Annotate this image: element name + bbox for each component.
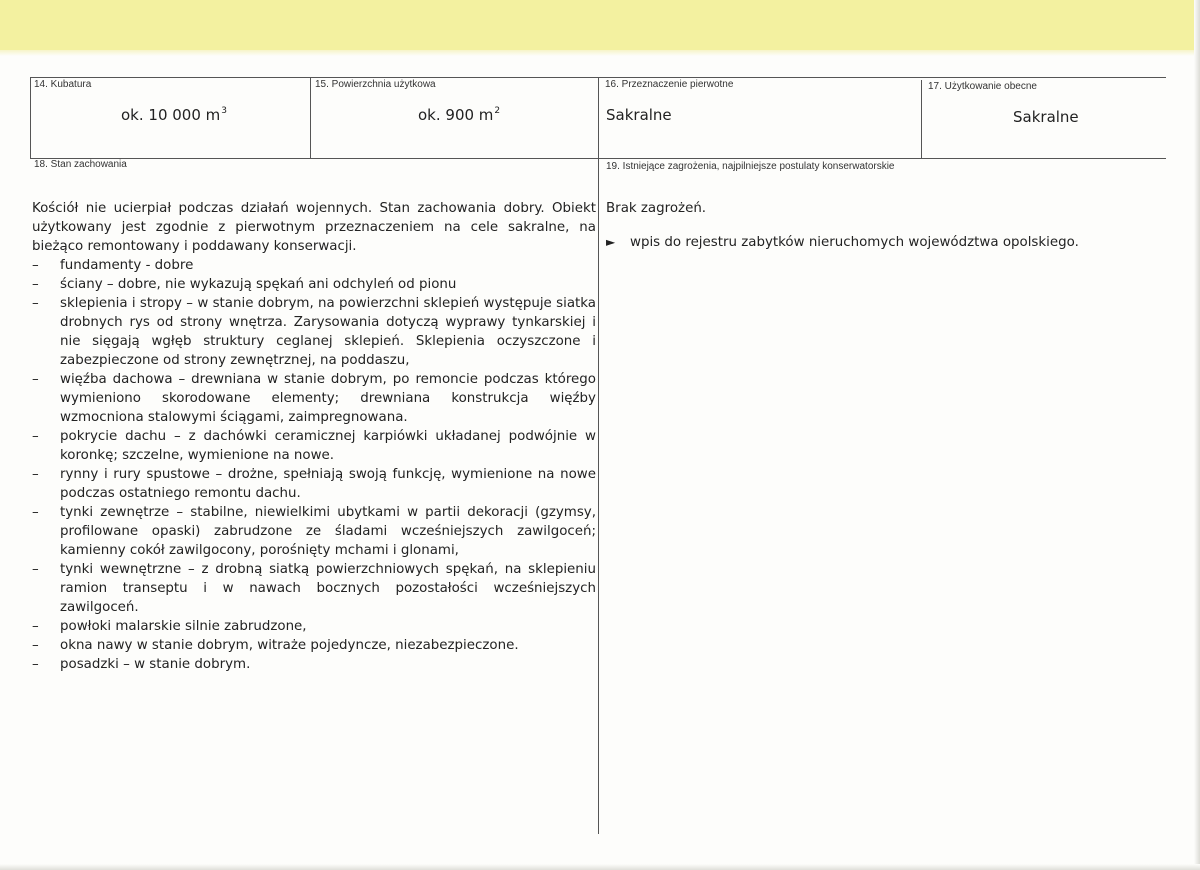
field-17-value: Sakralne [1013,108,1079,126]
list-item [32,294,596,370]
list-item [32,560,596,617]
field-14-label: 14. Kubatura [34,79,92,90]
kubatura-text: ok. 10 000 m [121,106,221,124]
dash-bullet: – [32,467,39,482]
page-edge-bottom [0,864,1200,870]
list-item-text: tynki wewnętrzne – z drobną siatką powierzchniowych spękań, na sklepieniu ramion transeptu i w nawach bocznych pozostałości wcześniejszych zawilgoceń. [60,562,596,615]
condition-list [32,256,596,674]
list-item-text: sklepienia i stropy – w stanie dobrym, na powierzchni sklepień występuje siatka drobnych rys od strony wnętrza. Zarysowania dotyczą wyprawy tynkarskiej i nie sięgają wgłęb struktury ceglanej sklepień. Sklepienia oczyszczone i zabezpieczone od strony zewnętrznej, na poddaszu, [60,296,596,368]
condition-description [32,199,596,674]
condition-intro: Kościół nie ucierpiał podczas działań wojennych. Stan zachowania dobry. Obiekt użytkowany jest zgodnie z pierwotnym przeznaczeniem na cele sakralne, na bieżąco remontowany i poddawany konserwacji. [32,201,596,254]
dash-bullet: – [32,657,39,672]
list-item [32,256,596,275]
list-item [32,655,596,674]
list-item-text: więźba dachowa – drewniana w stanie dobrym, po remoncie podczas którego wymieniono skorodowane elementy; drewniana konstrukcja więźby wzmocniona stalowymi ściągami, zaimpregnowana. [60,372,596,425]
list-item-text: posadzki – w stanie dobrym. [60,657,251,672]
dash-bullet: – [32,429,39,444]
list-item-text: pokrycie dachu – z dachówki ceramicznej karpiówki układanej podwójnie w koronkę; szczelne, wymienione na nowe. [60,429,596,463]
field-15-value [418,106,500,124]
top-color-band [0,0,1200,50]
field-19-label: 19. Istniejące zagrożenia, najpilniejsze postulaty konserwatorskie [606,161,895,172]
grid-divider-3 [921,80,922,158]
field-14-value [121,106,227,124]
postulate-item [606,233,1166,252]
dash-bullet: – [32,258,39,273]
list-item [32,427,596,465]
threats-section [606,199,1166,252]
field-17-label: 17. Użytkowanie obecne [928,81,1037,92]
field-16-value: Sakralne [606,106,672,124]
grid-divider-main [598,77,599,834]
list-item-text: ściany – dobre, nie wykazują spękań ani odchyleń od pionu [60,277,457,292]
kubatura-exponent: 3 [221,106,227,116]
list-item-text: rynny i rury spustowe – drożne, spełniają swoją funkcję, wymienione na nowe podczas ostatniego remontu dachu. [60,467,596,501]
dash-bullet: – [32,505,39,520]
list-item-text: powłoki malarskie silnie zabrudzone, [60,619,307,634]
list-item [32,617,596,636]
dash-bullet: – [32,562,39,577]
list-item [32,465,596,503]
dash-bullet: – [32,638,39,653]
powierzchnia-text: ok. 900 m [418,106,494,124]
grid-divider-1 [310,77,311,158]
list-item [32,275,596,294]
list-item-text: fundamenty - dobre [60,258,194,273]
list-item [32,503,596,560]
field-15-label: 15. Powierzchnia użytkowa [315,79,436,90]
field-16-label: 16. Przeznaczenie pierwotne [605,79,734,90]
triangle-right-icon: ► [606,235,616,249]
top-band-shadow [0,50,1200,56]
dash-bullet: – [32,619,39,634]
dash-bullet: – [32,296,39,311]
postulate-text: wpis do rejestru zabytków nieruchomych województwa opolskiego. [630,235,1079,250]
dash-bullet: – [32,372,39,387]
list-item-text: tynki zewnętrze – stabilne, niewielkimi ubytkami w partii dekoracji (gzymsy, profilowane opaski) zabrudzone ze śladami wcześniejszych zawilgoceń; kamienny cokół zawilgocony, porośnięty mchami i glonami, [60,505,596,558]
dash-bullet: – [32,277,39,292]
list-item [32,370,596,427]
field-18-label: 18. Stan zachowania [34,159,127,170]
list-item-text: okna nawy w stanie dobrym, witraże pojedyncze, niezabezpieczone. [60,638,519,653]
grid-left-border [30,77,31,158]
threats-text: Brak zagrożeń. [606,201,707,216]
powierzchnia-exponent: 2 [494,106,501,116]
page-edge-right [1194,0,1200,870]
list-item [32,636,596,655]
